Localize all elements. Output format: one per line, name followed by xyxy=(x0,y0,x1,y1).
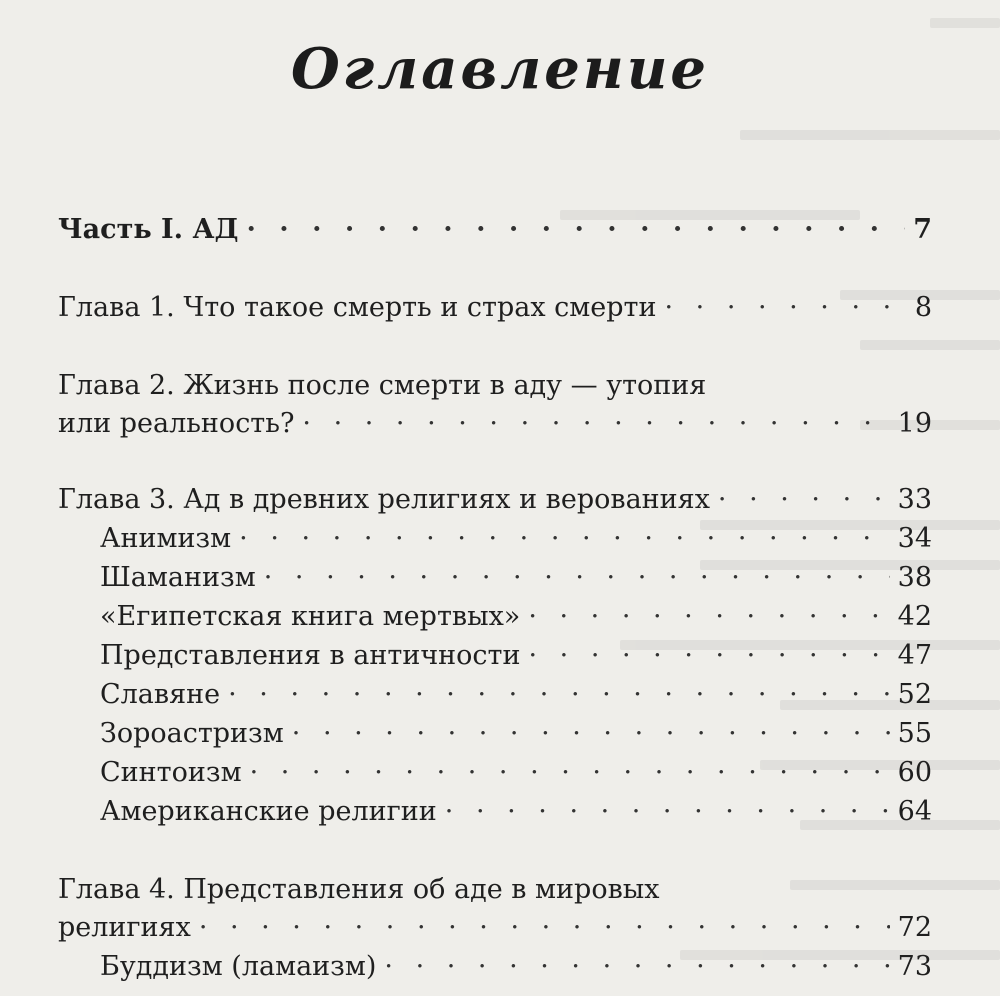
toc-page-number: 60 xyxy=(897,757,932,788)
dot-leader xyxy=(664,290,906,326)
toc-entry-label: Часть I. АД xyxy=(58,214,239,245)
toc-section-shamanism[interactable] xyxy=(100,560,932,596)
toc-entry-chapter-2-line-1[interactable]: Глава 2. Жизнь после смерти в аду — утопия xyxy=(58,370,707,401)
dot-leader xyxy=(228,677,890,713)
page-title: Оглавление xyxy=(290,36,710,102)
dot-leader xyxy=(528,599,889,635)
dot-leader xyxy=(292,716,890,752)
toc-section-antiquity[interactable] xyxy=(100,638,932,674)
dot-leader xyxy=(302,406,889,442)
toc-page-number: 33 xyxy=(897,484,932,515)
toc-entry-label: религиях xyxy=(58,912,191,943)
toc-section-buddhism[interactable] xyxy=(100,949,932,985)
toc-page-number: 8 xyxy=(914,292,932,323)
toc-entry-label: Глава 1. Что такое смерть и страх смерти xyxy=(58,292,657,323)
dot-leader xyxy=(264,560,890,596)
dot-leader xyxy=(199,910,890,946)
toc-entry-chapter-1[interactable] xyxy=(58,290,932,326)
toc-entry-label: Представления в античности xyxy=(100,640,521,671)
toc-page-number: 34 xyxy=(897,523,932,554)
toc-page-number: 7 xyxy=(913,214,932,245)
dot-leader xyxy=(239,521,889,557)
toc-entry-label: Анимизм xyxy=(100,523,232,554)
dot-leader xyxy=(529,638,890,674)
dot-leader xyxy=(250,755,890,791)
dot-leader xyxy=(718,482,890,518)
toc-section-slavs[interactable] xyxy=(100,677,932,713)
toc-page-number: 47 xyxy=(897,640,932,671)
toc-page-number: 42 xyxy=(897,601,932,632)
toc-entry-label: Славяне xyxy=(100,679,221,710)
toc-section-american-religions[interactable] xyxy=(100,794,932,830)
toc-entry-label: Зороастризм xyxy=(100,718,284,749)
toc-entry-label: Синтоизм xyxy=(100,757,242,788)
dot-leader xyxy=(246,212,905,248)
toc-section-animism[interactable] xyxy=(100,521,932,557)
toc-entry-label: или реальность? xyxy=(58,408,295,439)
toc-page-number: 52 xyxy=(897,679,932,710)
toc-entry-chapter-4-line-1[interactable]: Глава 4. Представления об аде в мировых xyxy=(58,874,660,905)
toc-entry-label: Глава 3. Ад в древних религиях и верованиях xyxy=(58,484,710,515)
toc-entry-label: Шаманизм xyxy=(100,562,256,593)
toc-page-number: 72 xyxy=(897,912,932,943)
toc-page-number: 55 xyxy=(897,718,932,749)
toc-section-shinto[interactable] xyxy=(100,755,932,791)
dot-leader xyxy=(384,949,889,985)
dot-leader xyxy=(445,794,890,830)
toc-page-number: 64 xyxy=(897,796,932,827)
toc-page-number: 73 xyxy=(897,951,932,982)
toc-entry-label: Буддизм (ламаизм) xyxy=(100,951,377,982)
toc-entry-chapter-2[interactable] xyxy=(58,406,932,442)
toc-section-zoroastrianism[interactable] xyxy=(100,716,932,752)
toc-entry-chapter-3[interactable] xyxy=(58,482,932,518)
toc-entry-label: «Египетская книга мертвых» xyxy=(100,601,521,632)
toc-entry-label: Американские религии xyxy=(100,796,437,827)
toc-entry-chapter-4[interactable] xyxy=(58,910,932,946)
toc-entry-part-1[interactable] xyxy=(58,212,932,248)
toc-page-number: 19 xyxy=(897,408,932,439)
toc-page-number: 38 xyxy=(897,562,932,593)
toc-section-egyptian-book[interactable] xyxy=(100,599,932,635)
